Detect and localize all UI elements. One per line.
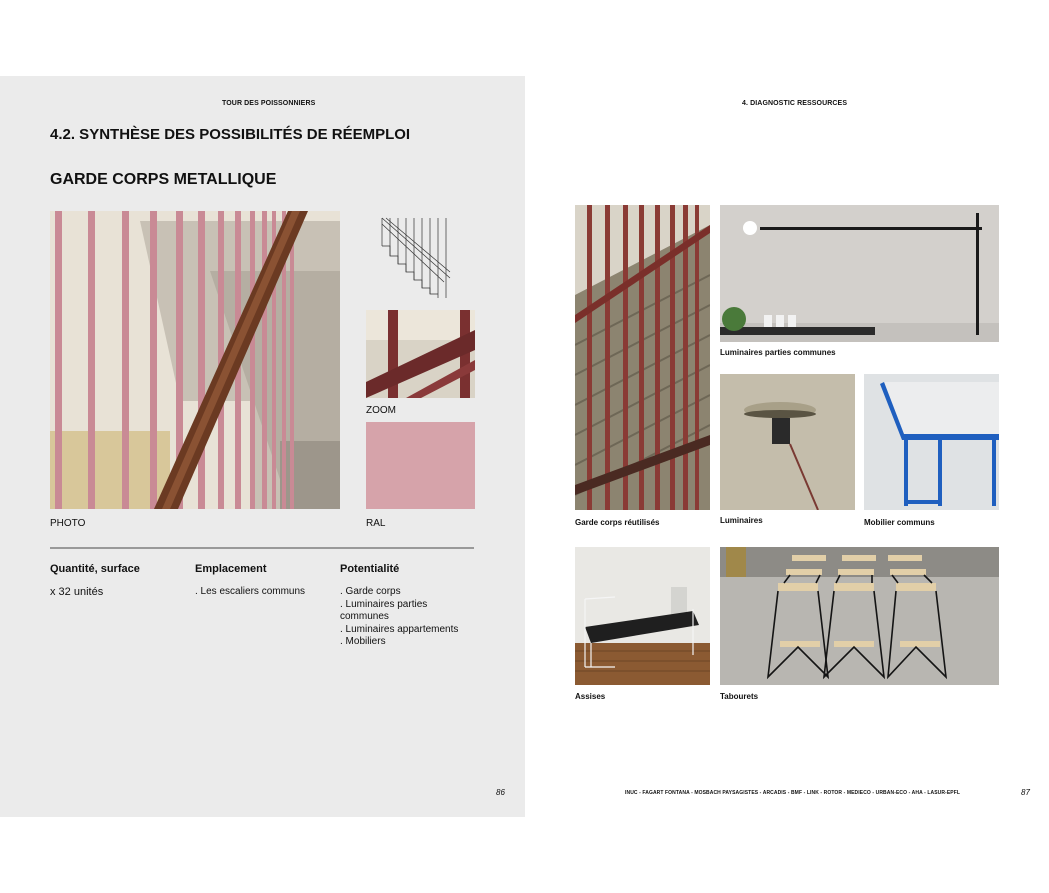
photo-luminaires-communes	[720, 205, 999, 342]
page-number-right: 87	[1021, 788, 1030, 797]
column-heading-location: Emplacement	[195, 563, 267, 575]
right-page	[525, 76, 1049, 817]
caption-luminaires-communes: Luminaires parties communes	[720, 348, 836, 357]
divider-rule	[50, 547, 474, 549]
location-line: . Les escaliers communs	[195, 586, 306, 597]
potential-line: . Luminaires appartements	[340, 623, 459, 635]
caption-tabourets: Tabourets	[720, 692, 759, 701]
column-body-potential	[340, 586, 458, 649]
column-body-location	[195, 586, 305, 599]
credits-footer: INUC - FAGART FONTANA - MOSBACH PAYSAGISTES - ARCADIS - BMF - LINK - ROTOR - MEDIECO - URBAN-ECO - AHA - LASUR-EPFL	[625, 790, 961, 796]
photo-mobilier	[864, 374, 999, 510]
caption-garde-corps: Garde corps réutilisés	[575, 518, 660, 527]
potential-line: communes	[340, 611, 389, 622]
section-title: 4.2. SYNTHÈSE DES POSSIBILITÉS DE RÉEMPLOI	[50, 126, 411, 143]
caption-zoom: ZOOM	[366, 405, 396, 416]
potential-line: . Mobiliers	[340, 636, 386, 647]
quantity-line: x 32 unités	[50, 586, 104, 598]
caption-luminaires: Luminaires	[720, 516, 763, 525]
caption-photo: PHOTO	[50, 518, 86, 529]
photo-garde-corps	[575, 205, 710, 510]
item-title: GARDE CORPS METALLIQUE	[50, 171, 277, 188]
running-head-right: 4. DIAGNOSTIC RESSOURCES	[742, 100, 848, 107]
potential-line: . Luminaires parties	[340, 598, 428, 610]
column-body-quantity	[50, 586, 103, 599]
page-number-left: 86	[496, 788, 505, 797]
caption-ral: RAL	[366, 518, 386, 529]
column-heading-potential: Potentialité	[340, 563, 400, 575]
main-photo-railing	[50, 211, 340, 509]
ral-color-swatch	[366, 422, 475, 509]
photo-luminaires	[720, 374, 855, 510]
potential-line: . Garde corps	[340, 586, 401, 597]
column-heading-quantity: Quantité, surface	[50, 563, 140, 575]
caption-mobilier: Mobilier communs	[864, 518, 935, 527]
zoom-photo	[366, 310, 475, 398]
photo-assises	[575, 547, 710, 685]
photo-tabourets	[720, 547, 999, 685]
left-page	[0, 76, 525, 817]
railing-sketch	[380, 216, 452, 300]
caption-assises: Assises	[575, 692, 606, 701]
running-head-left: TOUR DES POISSONNIERS	[222, 100, 316, 107]
